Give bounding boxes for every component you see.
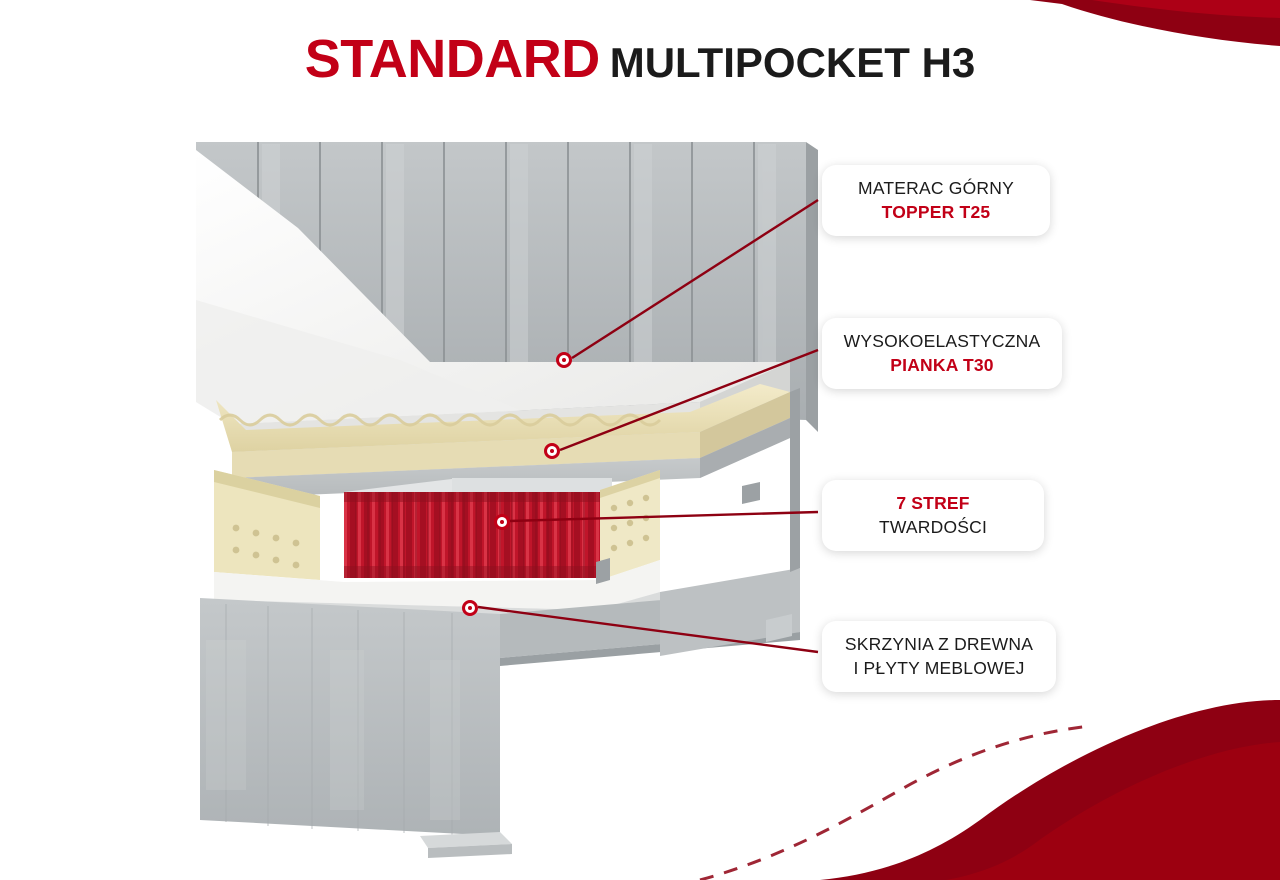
page-title (0, 28, 1280, 90)
leader-box (478, 607, 818, 652)
hotspot-dot-zones[interactable] (494, 514, 510, 530)
bed-box-base (200, 482, 800, 858)
callout-foam-line2: PIANKA T30 (890, 354, 994, 375)
callout-foam-line1: WYSOKOELASTYCZNA (843, 331, 1041, 351)
callout-zones (822, 480, 1044, 551)
leader-zones (510, 512, 818, 521)
callout-box-line2: I PŁYTY MEBLOWEJ (853, 657, 1025, 678)
pocket-spring-core (344, 478, 612, 578)
title-sub: MULTIPOCKET H3 (609, 39, 976, 86)
leader-foam (560, 350, 818, 450)
topper-layer (196, 136, 790, 452)
callout-zones-line2: TWARDOŚCI (878, 516, 988, 537)
mattress-base-tray (214, 560, 660, 618)
foam-edge-support-left (214, 470, 320, 580)
hotspot-dot-topper[interactable] (556, 352, 572, 368)
callout-topper-line1: MATERAC GÓRNY (858, 178, 1014, 198)
spring-field-back (344, 478, 612, 492)
headboard (196, 142, 818, 432)
callout-box-line1: SKRZYNIA Z DREWNA (844, 634, 1034, 654)
hotspot-dot-foam[interactable] (544, 443, 560, 459)
callout-foam (822, 318, 1062, 389)
decor-dashed-curve (700, 726, 1090, 880)
foam-layer-upper (216, 384, 790, 478)
callout-topper (822, 165, 1050, 236)
bed-leg-front (420, 832, 512, 848)
hotspot-dot-box[interactable] (462, 600, 478, 616)
foam-edge-support (600, 470, 660, 580)
callout-leader-lines (478, 200, 818, 652)
felt-layer (232, 418, 790, 498)
leader-topper (572, 200, 818, 358)
callout-zones-line1: 7 STREF (896, 493, 970, 513)
callout-topper-line2: TOPPER T25 (881, 201, 991, 222)
bed-leg-right (766, 614, 792, 642)
callout-box (822, 621, 1056, 692)
title-main: STANDARD (304, 29, 600, 89)
decor-bottom-right (700, 700, 1280, 880)
